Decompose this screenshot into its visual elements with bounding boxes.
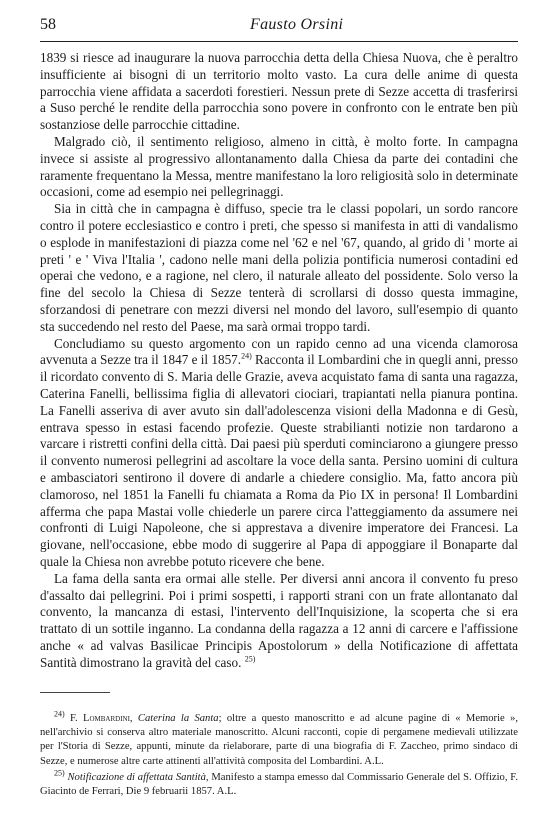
running-head: Fausto Orsini <box>250 16 344 33</box>
footnote-ref-24: 24) <box>241 351 252 361</box>
paragraph-4-text-a: Concludiamo su questo argomento con un rapido cenno ad una vicenda clamorosa avvenuta a Sezze tra il 1847 e il 1857. <box>40 335 518 368</box>
page-header <box>40 16 518 38</box>
page-number: 58 <box>40 16 56 33</box>
paragraph-3: Sia in città che in campagna è diffuso, specie tra le classi popolari, un sordo rancore contro il potere ecclesiastico e contro i preti, che spesso si manifesta in atti di vandalismo o esplode in manifestazioni di piazza come nel '62 e nel '67, quando, al grido di ' morte ai preti ' e ' Viva l'Italia ', cadono nelle mani della polizia pontificia numerosi contadini ed operai che vedono, e a ragione, nel clero, il naturale alleato del possidente. Solo verso la fine del secolo la Chiesa di Sezze tenterà di scrollarsi di dosso questa immagine, sforzandosi di penetrare con mezzi diversi nel mondo del lavoro, sull'esempio di quanto sta succedendo nel resto del Paese, ma sarà ormai troppo tardi. <box>40 201 518 334</box>
footnote-ref-25: 25) <box>244 654 256 664</box>
paragraph-2: Malgrado ciò, il sentimento religioso, almeno in città, è molto forte. In campagna invece si assiste al progressivo allontanamento dalla Chiesa da parte dei contadini che raramente frequentano la Messa, mentre manifestano la loro religiosità solo in determinate occasioni, come ad esempio nei pellegrinaggi. <box>40 133 518 200</box>
footnote-24 <box>40 709 518 769</box>
footnote-mark: 25) <box>54 768 65 778</box>
footnotes <box>40 709 518 801</box>
footnote-title: Caterina la Santa <box>137 713 219 724</box>
paragraph-1: 1839 si riesce ad inaugurare la nuova parrocchia detta della Chiesa Nuova, che è peraltro insufficiente ai bisogni di un territorio molto vasto. La cura delle anime di questa parrocchia viene affidata a sacerdoti forestieri. Nessun prete di Sezze accetta di trasferirsi a Suso perché le rendite della parrocchia sono povere in confronto con le entrate ben più sostanziose delle parrocchie cittadine. <box>40 50 518 133</box>
paragraph-5-text: La fama della santa era ormai alle stelle. Per diversi anni ancora il convento fu preso d'assalto dai pellegrini. Poi i primi sospetti, i rapporti strani con un frate allontanato dal convento, la mancanza di estasi, l'intervento dell'Inquisizione, la scoperta che si era trattato di un sottile inganno. La condanna della ragazza a 12 anni di carcere e l'affissione anche « ad valvas Basilicae Principis Apostolorum » della Notificazione di affettata Santità dimostrano la gravità del caso. <box>40 570 518 670</box>
paragraph-4-text-b: Racconta il Lombardini che in quegli anni, presso il ricordato convento di S. Maria delle Grazie, aveva acquistato fama di santa una ragazza, Caterina Fanelli, bellissima figlia di allevatori ciociari, trapiantati nella pianura pontina. La Fanelli asseriva di aver avuto sin dall'adolescenza visioni della Madonna e di Gesù, entrava spesso in estasi facendo profezie. Queste strabilianti notizie non tardarono a varcare i ristretti confini della città. Dai paesi più sperduti cominciarono a giungere presso il convento numerosi pellegrini ad ascoltare la voce della santa. Persino uomini di cultura e ambasciatori sentirono il dovere di andarle a chiedere consiglio. Ma, fatto ancora più clamoroso, nel 1851 la Fanelli fu chiamata a Roma da Pio IX in persona! Il Lombardini afferma che papa Mastai volle chiederle un parere circa l'atteggiamento da assumere nei confronti di Luigi Napoleone, che si apprestava a divenire imperatore dei Francesi. La giovane, nell'occasione, ebbe modo di suggerire al Papa di appoggiare il Bonaparte dal quale la Chiesa non avrebbe potuto ricevere che bene. <box>40 352 518 569</box>
footnote-25 <box>40 768 518 799</box>
footnote-text: ; oltre a questo manoscritto e ad alcune pagine di « Memorie », nell'archivio si conserva altro materiale manoscritto. Alcuni racconti, copie di pergamene medievali utilizzate per l'Storia di Sezze, appunti, minute da rielaborare, parte di una biografia di F. Zaccheo, primo sindaco di Sezze, e numerose altre carte attinenti all'attività composita del Lombardini. A.L. <box>40 713 518 767</box>
body-text <box>40 50 518 671</box>
footnote-text: Manifesto a stampa emesso dal Commissario Generale del S. Offizio, F. Giacinto de Ferrari, Die 9 februarii 1857. A.L. <box>40 771 518 798</box>
footnote-rule <box>40 692 110 693</box>
footnote-author: F. Lombardini, <box>70 713 133 724</box>
paragraph-5 <box>40 571 518 672</box>
paragraph-4 <box>40 336 518 571</box>
header-rule <box>40 41 518 42</box>
footnote-title: Notificazione di affettata Santità, <box>67 771 209 783</box>
footnote-mark: 24) <box>54 709 65 719</box>
